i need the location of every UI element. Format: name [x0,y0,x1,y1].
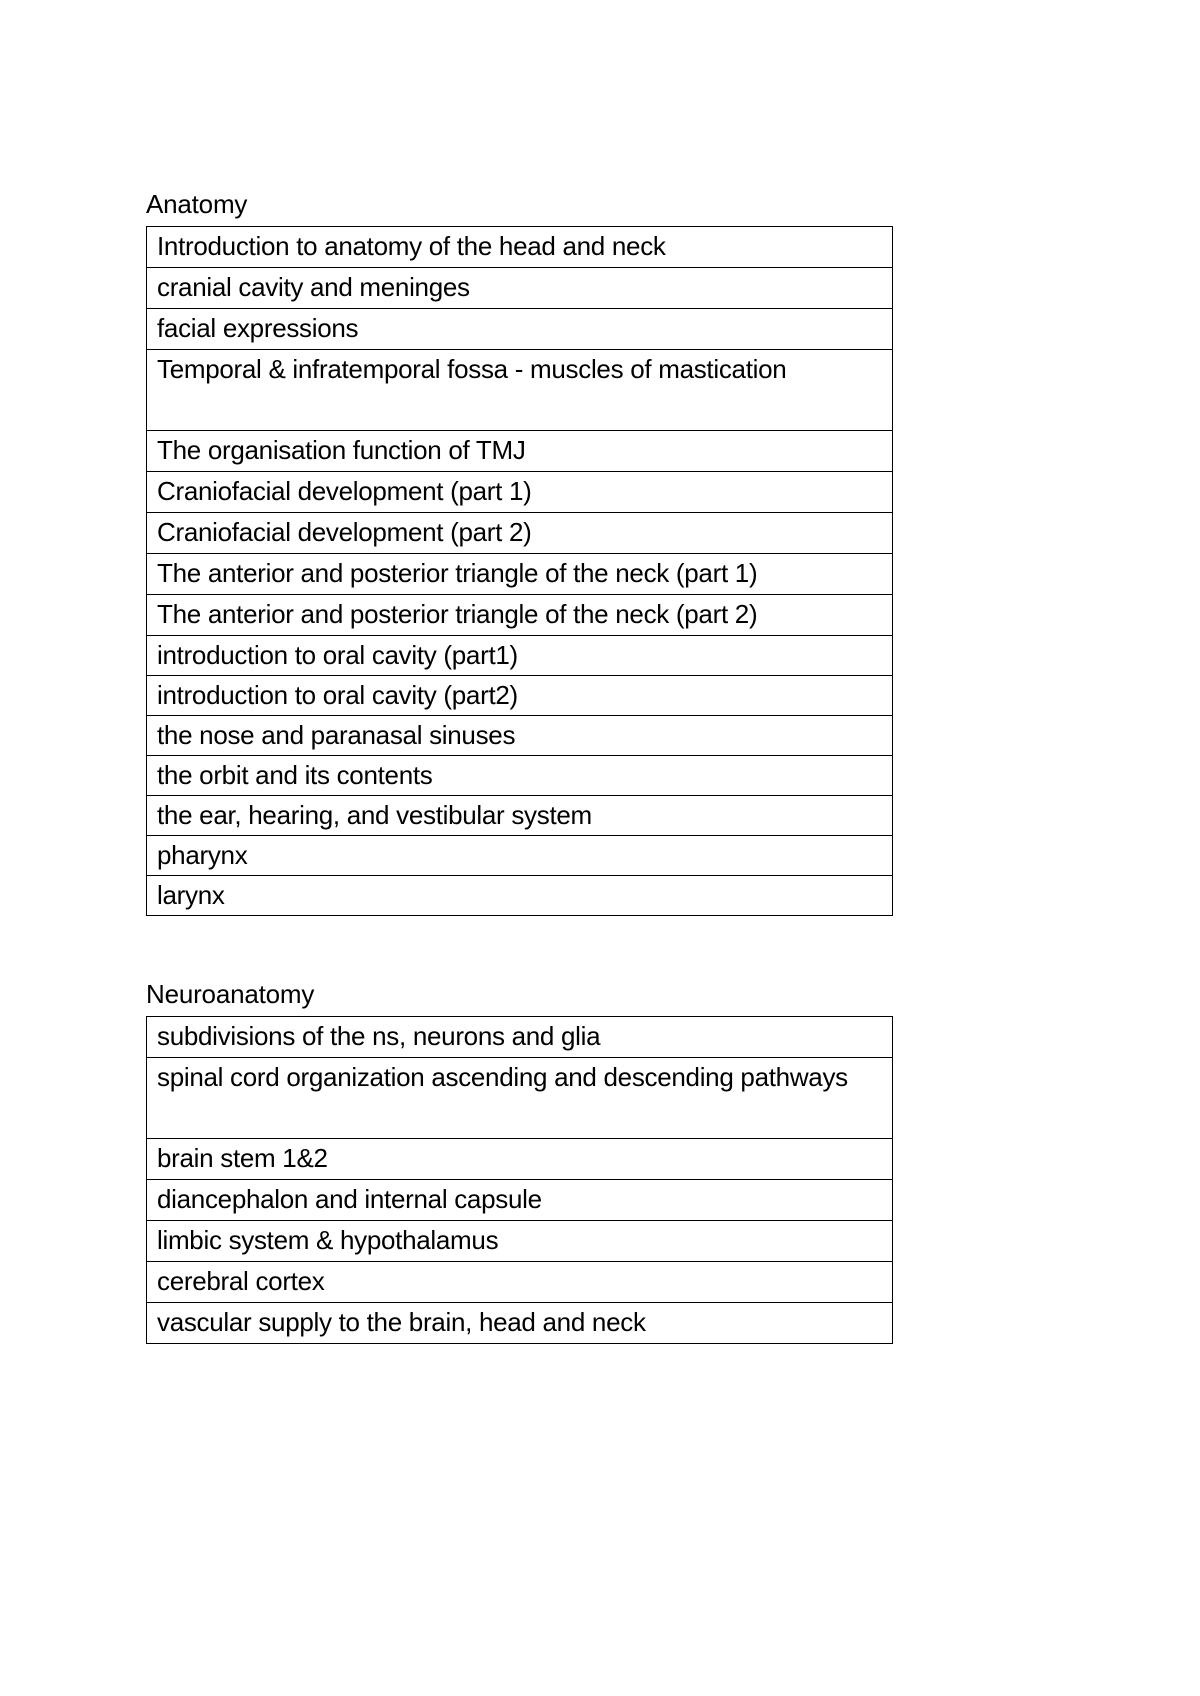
table-row [147,836,893,876]
topic-cell: introduction to oral cavity (part2) [147,676,893,716]
neuroanatomy-topics-table [146,1016,893,1344]
table-row [147,350,893,431]
table-row [147,431,893,472]
table-row [147,472,893,513]
table-row [147,716,893,756]
topic-cell: cerebral cortex [147,1262,893,1303]
table-row [147,595,893,636]
topic-cell: diancephalon and internal capsule [147,1180,893,1221]
topic-cell: limbic system & hypothalamus [147,1221,893,1262]
topic-cell: larynx [147,876,893,916]
topic-cell: The anterior and posterior triangle of the neck (part 1) [147,554,893,595]
table-row [147,268,893,309]
anatomy-heading: Anatomy [146,189,248,219]
topic-cell: Craniofacial development (part 2) [147,513,893,554]
topic-cell: introduction to oral cavity (part1) [147,636,893,676]
table-row [147,1139,893,1180]
table-row [147,1262,893,1303]
table-row [147,513,893,554]
table-row [147,1058,893,1139]
topic-cell: subdivisions of the ns, neurons and glia [147,1017,893,1058]
table-row [147,796,893,836]
table-row [147,227,893,268]
topic-cell: facial expressions [147,309,893,350]
topic-cell: cranial cavity and meninges [147,268,893,309]
topic-cell: Craniofacial development (part 1) [147,472,893,513]
topic-cell: the ear, hearing, and vestibular system [147,796,893,836]
table-row [147,309,893,350]
neuroanatomy-section [146,979,893,1344]
topic-cell: Temporal & infratemporal fossa - muscles of mastication [147,350,893,431]
table-row [147,756,893,796]
topic-cell: brain stem 1&2 [147,1139,893,1180]
table-row [147,1017,893,1058]
table-row [147,554,893,595]
topic-cell: The anterior and posterior triangle of the neck (part 2) [147,595,893,636]
topic-cell: pharynx [147,836,893,876]
topic-cell: the orbit and its contents [147,756,893,796]
topic-cell: the nose and paranasal sinuses [147,716,893,756]
table-row [147,1303,893,1344]
table-row [147,1180,893,1221]
topic-cell: Introduction to anatomy of the head and neck [147,227,893,268]
topic-cell: The organisation function of TMJ [147,431,893,472]
table-row [147,1221,893,1262]
topic-cell: spinal cord organization ascending and descending pathways [147,1058,893,1139]
table-row [147,876,893,916]
neuroanatomy-heading: Neuroanatomy [146,979,315,1009]
anatomy-section [146,189,893,916]
table-row [147,676,893,716]
topic-cell: vascular supply to the brain, head and neck [147,1303,893,1344]
anatomy-topics-table [146,226,893,916]
table-row [147,636,893,676]
